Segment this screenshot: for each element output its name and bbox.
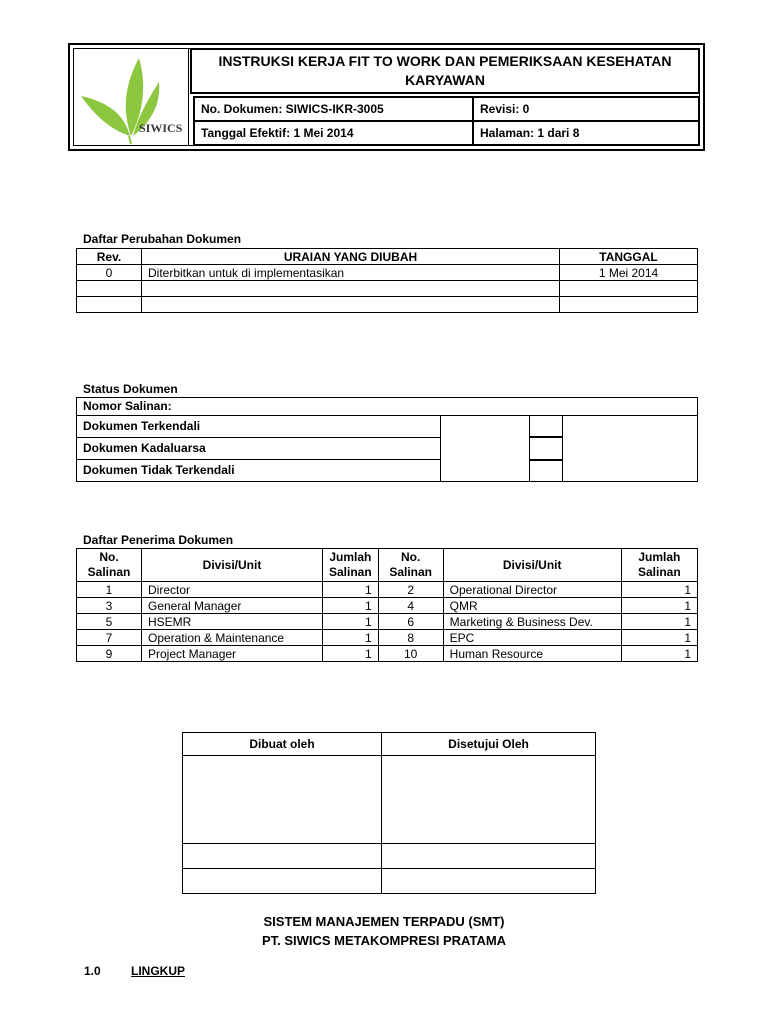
page-number: Halaman: 1 dari 8 — [473, 121, 699, 145]
copy-count: 1 — [323, 630, 379, 646]
recipients-header-count: Jumlah Salinan — [323, 549, 379, 582]
approved-by-header: Disetujui Oleh — [382, 733, 596, 756]
footer-system-name: SISTEM MANAJEMEN TERPADU (SMT) — [263, 914, 505, 929]
copy-number: 4 — [378, 598, 443, 614]
copy-count: 1 — [323, 598, 379, 614]
copy-number: 10 — [378, 646, 443, 662]
status-uncontrolled-checkbox[interactable] — [529, 460, 563, 482]
division-name: HSEMR — [142, 614, 323, 630]
status-expired-checkbox[interactable] — [529, 437, 563, 460]
copy-count: 1 — [621, 630, 697, 646]
copy-number: 3 — [77, 598, 142, 614]
division-name: Project Manager — [142, 646, 323, 662]
copy-count: 1 — [621, 646, 697, 662]
status-uncontrolled: Dokumen Tidak Terkendali — [83, 463, 235, 477]
change-log-description — [142, 297, 560, 313]
made-by-header: Dibuat oleh — [183, 733, 382, 756]
table-row — [77, 281, 698, 297]
copy-count: 1 — [621, 598, 697, 614]
table-row — [77, 646, 698, 662]
change-log-rev — [77, 297, 142, 313]
document-number: No. Dokumen: SIWICS-IKR-3005 — [194, 97, 473, 121]
copy-number: 9 — [77, 646, 142, 662]
copy-number: 5 — [77, 614, 142, 630]
copy-count: 1 — [323, 614, 379, 630]
document-title-text: INSTRUKSI KERJA FIT TO WORK DAN PEMERIKSAAN KESEHATAN KARYAWAN — [218, 53, 672, 88]
table-row — [77, 614, 698, 630]
status-controlled-checkbox[interactable] — [529, 415, 563, 437]
division-name: Operation & Maintenance — [142, 630, 323, 646]
division-name: QMR — [443, 598, 621, 614]
company-footer — [0, 912, 768, 950]
document-revision: Revisi: 0 — [473, 97, 699, 121]
copy-number: 1 — [77, 582, 142, 598]
division-name: Operational Director — [443, 582, 621, 598]
change-log-table — [76, 248, 698, 313]
division-name: General Manager — [142, 598, 323, 614]
status-table — [76, 397, 698, 482]
change-log-header-rev: Rev. — [77, 249, 142, 265]
effective-date: Tanggal Efektif: 1 Mei 2014 — [194, 121, 473, 145]
change-log-date — [560, 297, 698, 313]
leaf-logo-icon — [73, 48, 188, 146]
copy-number: 6 — [378, 614, 443, 630]
change-log-date — [560, 281, 698, 297]
document-meta-table — [193, 96, 700, 146]
status-controlled: Dokumen Terkendali — [83, 419, 201, 433]
footer-company-name: PT. SIWICS METAKOMPRESI PRATAMA — [261, 933, 507, 948]
division-name: Director — [142, 582, 323, 598]
copy-count: 1 — [323, 646, 379, 662]
change-log-description — [142, 281, 560, 297]
made-by-position-field[interactable] — [183, 869, 382, 894]
change-log-header-description: URAIAN YANG DIUBAH — [142, 249, 560, 265]
table-row — [77, 265, 698, 281]
recipients-label: Daftar Penerima Dokumen — [83, 533, 234, 547]
table-row — [77, 297, 698, 313]
section-title: LINGKUP — [131, 964, 185, 978]
recipients-table — [76, 548, 698, 662]
recipients-header-division: Divisi/Unit — [443, 549, 621, 582]
copy-count: 1 — [323, 582, 379, 598]
recipients-header-no: No. Salinan — [77, 549, 142, 582]
approved-by-signature-field[interactable] — [382, 756, 596, 844]
copy-count: 1 — [621, 582, 697, 598]
recipients-header-no: No. Salinan — [378, 549, 443, 582]
division-name: Marketing & Business Dev. — [443, 614, 621, 630]
approved-by-name-field[interactable] — [382, 844, 596, 869]
change-log-label: Daftar Perubahan Dokumen — [83, 232, 242, 246]
document-title — [190, 48, 700, 94]
copy-number: 7 — [77, 630, 142, 646]
status-expired: Dokumen Kadaluarsa — [83, 441, 206, 455]
made-by-name-field[interactable] — [183, 844, 382, 869]
made-by-signature-field[interactable] — [183, 756, 382, 844]
recipients-header-count: Jumlah Salinan — [621, 549, 697, 582]
table-row — [77, 630, 698, 646]
section-number: 1.0 — [84, 964, 101, 978]
approval-table — [182, 732, 596, 894]
division-name: Human Resource — [443, 646, 621, 662]
logo-wordmark: SIWICS — [139, 121, 183, 135]
table-row — [77, 582, 698, 598]
copy-number: 8 — [378, 630, 443, 646]
change-log-rev: 0 — [77, 265, 142, 281]
table-row — [77, 598, 698, 614]
approved-by-position-field[interactable] — [382, 869, 596, 894]
copy-number-label: Nomor Salinan: — [83, 399, 172, 413]
change-log-header-date: TANGGAL — [560, 249, 698, 265]
company-logo — [73, 48, 189, 146]
change-log-date: 1 Mei 2014 — [560, 265, 698, 281]
change-log-description: Diterbitkan untuk di implementasikan — [142, 265, 560, 281]
recipients-header-division: Divisi/Unit — [142, 549, 323, 582]
change-log-rev — [77, 281, 142, 297]
division-name: EPC — [443, 630, 621, 646]
status-label: Status Dokumen — [83, 382, 178, 396]
copy-count: 1 — [621, 614, 697, 630]
copy-number: 2 — [378, 582, 443, 598]
